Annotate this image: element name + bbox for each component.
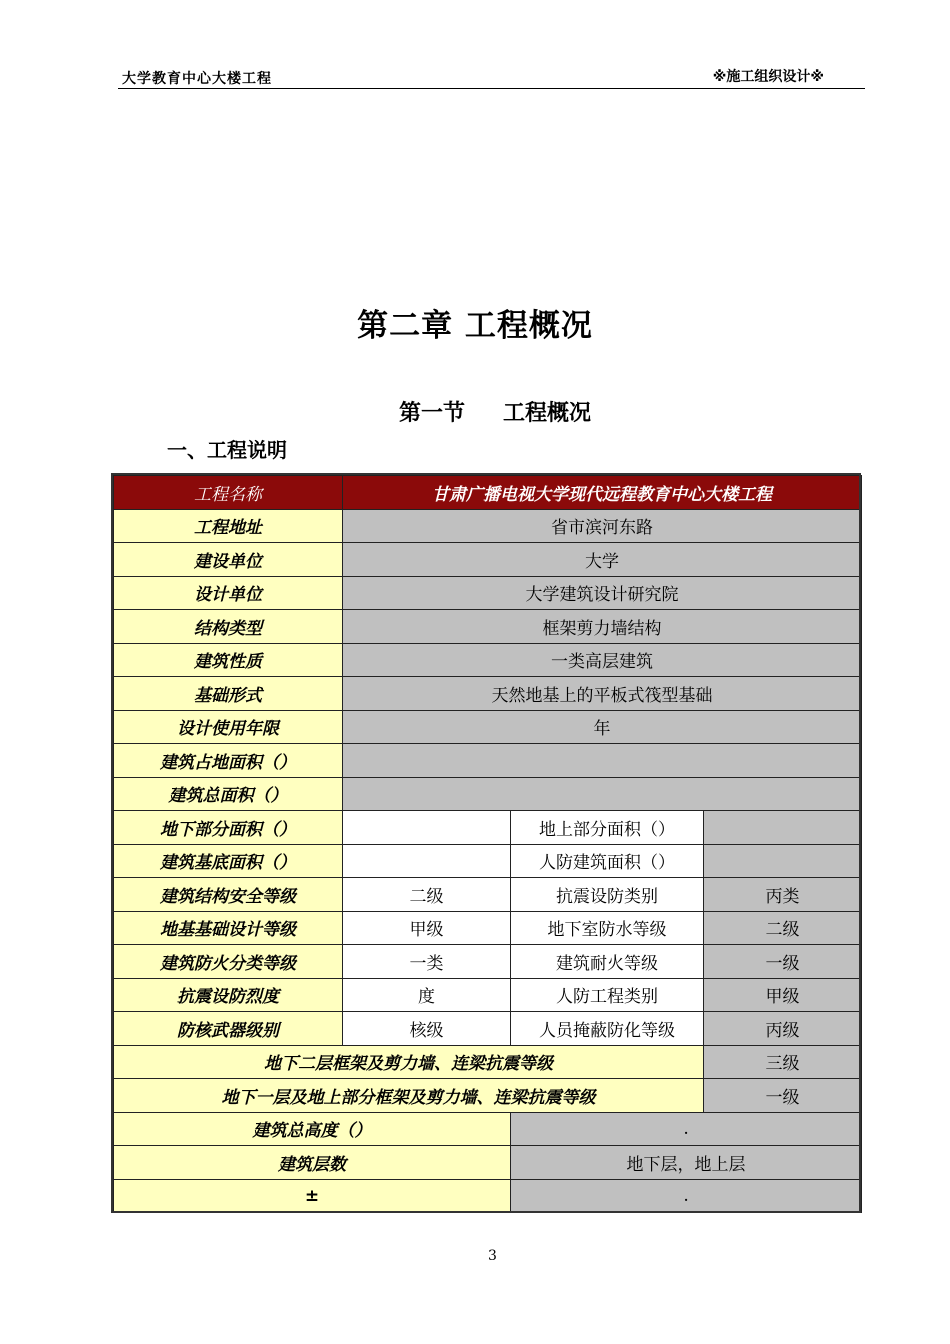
table-row bbox=[114, 710, 862, 744]
row-label-secondary: 人员掩蔽防化等级 bbox=[511, 1012, 704, 1046]
row-value: 核级 bbox=[343, 1012, 511, 1046]
table-row bbox=[114, 1112, 862, 1146]
row-label: 设计单位 bbox=[114, 576, 343, 610]
row-value: . bbox=[511, 1112, 862, 1146]
chapter-title: 第二章 工程概况 bbox=[357, 308, 593, 344]
table-row bbox=[114, 811, 862, 845]
row-value-secondary bbox=[704, 844, 862, 878]
row-value: 一级 bbox=[704, 1079, 862, 1113]
row-label: 建筑占地面积（） bbox=[114, 744, 343, 778]
row-value: 大学 bbox=[343, 543, 862, 577]
row-value: . bbox=[511, 1179, 862, 1213]
table-row bbox=[114, 610, 862, 644]
table-row bbox=[114, 1012, 862, 1046]
table-row bbox=[114, 978, 862, 1012]
row-value bbox=[343, 777, 862, 811]
row-value: 一类高层建筑 bbox=[343, 643, 862, 677]
row-label: 建筑防火分类等级 bbox=[114, 945, 343, 979]
table-row bbox=[114, 543, 862, 577]
row-label: 建筑基底面积（） bbox=[114, 844, 343, 878]
row-label-secondary: 人防建筑面积（） bbox=[511, 844, 704, 878]
row-value-secondary: 二级 bbox=[704, 911, 862, 945]
row-label: 建筑结构安全等级 bbox=[114, 878, 343, 912]
table-row bbox=[114, 777, 862, 811]
row-label: 工程地址 bbox=[114, 509, 343, 543]
row-value: 省市滨河东路 bbox=[343, 509, 862, 543]
project-name-label: 工程名称 bbox=[114, 476, 343, 510]
table-row-project-name bbox=[114, 476, 862, 510]
row-value: 一类 bbox=[343, 945, 511, 979]
row-label: 建筑层数 bbox=[114, 1146, 511, 1180]
row-value bbox=[343, 744, 862, 778]
row-label: ± bbox=[114, 1179, 511, 1213]
table-row bbox=[114, 945, 862, 979]
row-label: 抗震设防烈度 bbox=[114, 978, 343, 1012]
row-value: 二级 bbox=[343, 878, 511, 912]
row-label: 建筑总面积（） bbox=[114, 777, 343, 811]
table-row bbox=[114, 878, 862, 912]
header-divider bbox=[118, 88, 865, 89]
section-name: 工程概况 bbox=[503, 401, 592, 426]
table-row bbox=[114, 677, 862, 711]
row-label: 地下二层框架及剪力墙、连梁抗震等级 bbox=[114, 1045, 704, 1079]
project-info-table bbox=[113, 475, 862, 1213]
section-title bbox=[0, 396, 950, 427]
table-row bbox=[114, 1146, 862, 1180]
row-value: 甲级 bbox=[343, 911, 511, 945]
row-label: 建设单位 bbox=[114, 543, 343, 577]
subsection-title: 一、工程说明 bbox=[167, 438, 287, 462]
table-row bbox=[114, 576, 862, 610]
table-row bbox=[114, 1079, 862, 1113]
row-label: 地基基础设计等级 bbox=[114, 911, 343, 945]
row-label-secondary: 地下室防水等级 bbox=[511, 911, 704, 945]
table-row bbox=[114, 911, 862, 945]
row-value-secondary bbox=[704, 811, 862, 845]
page-number: 3 bbox=[488, 1248, 497, 1264]
project-name-value: 甘肃广播电视大学现代远程教育中心大楼工程 bbox=[343, 476, 862, 510]
header-right-title: ※施工组织设计※ bbox=[712, 69, 824, 85]
row-label: 设计使用年限 bbox=[114, 710, 343, 744]
row-value: 天然地基上的平板式筏型基础 bbox=[343, 677, 862, 711]
row-value-secondary: 丙类 bbox=[704, 878, 862, 912]
section-number: 第一节 bbox=[398, 401, 465, 426]
row-value-secondary: 丙级 bbox=[704, 1012, 862, 1046]
table-row bbox=[114, 744, 862, 778]
row-label: 结构类型 bbox=[114, 610, 343, 644]
row-value: 地下层，地上层 bbox=[511, 1146, 862, 1180]
row-label-secondary: 地上部分面积（） bbox=[511, 811, 704, 845]
row-label-secondary: 人防工程类别 bbox=[511, 978, 704, 1012]
row-label: 防核武器级别 bbox=[114, 1012, 343, 1046]
header-left-title: 大学教育中心大楼工程 bbox=[122, 71, 272, 87]
row-label: 基础形式 bbox=[114, 677, 343, 711]
row-value: 框架剪力墙结构 bbox=[343, 610, 862, 644]
row-label-secondary: 抗震设防类别 bbox=[511, 878, 704, 912]
row-value-secondary: 甲级 bbox=[704, 978, 862, 1012]
row-value bbox=[343, 844, 511, 878]
table-row bbox=[114, 643, 862, 677]
row-value: 三级 bbox=[704, 1045, 862, 1079]
row-label: 建筑性质 bbox=[114, 643, 343, 677]
table-row bbox=[114, 1179, 862, 1213]
row-label-secondary: 建筑耐火等级 bbox=[511, 945, 704, 979]
table-row bbox=[114, 1045, 862, 1079]
row-value-secondary: 一级 bbox=[704, 945, 862, 979]
row-value: 度 bbox=[343, 978, 511, 1012]
row-label: 地下部分面积（） bbox=[114, 811, 343, 845]
table-row bbox=[114, 844, 862, 878]
row-value: 大学建筑设计研究院 bbox=[343, 576, 862, 610]
row-label: 建筑总高度（） bbox=[114, 1112, 511, 1146]
table-row bbox=[114, 509, 862, 543]
row-label: 地下一层及地上部分框架及剪力墙、连梁抗震等级 bbox=[114, 1079, 704, 1113]
row-value bbox=[343, 811, 511, 845]
row-value: 年 bbox=[343, 710, 862, 744]
